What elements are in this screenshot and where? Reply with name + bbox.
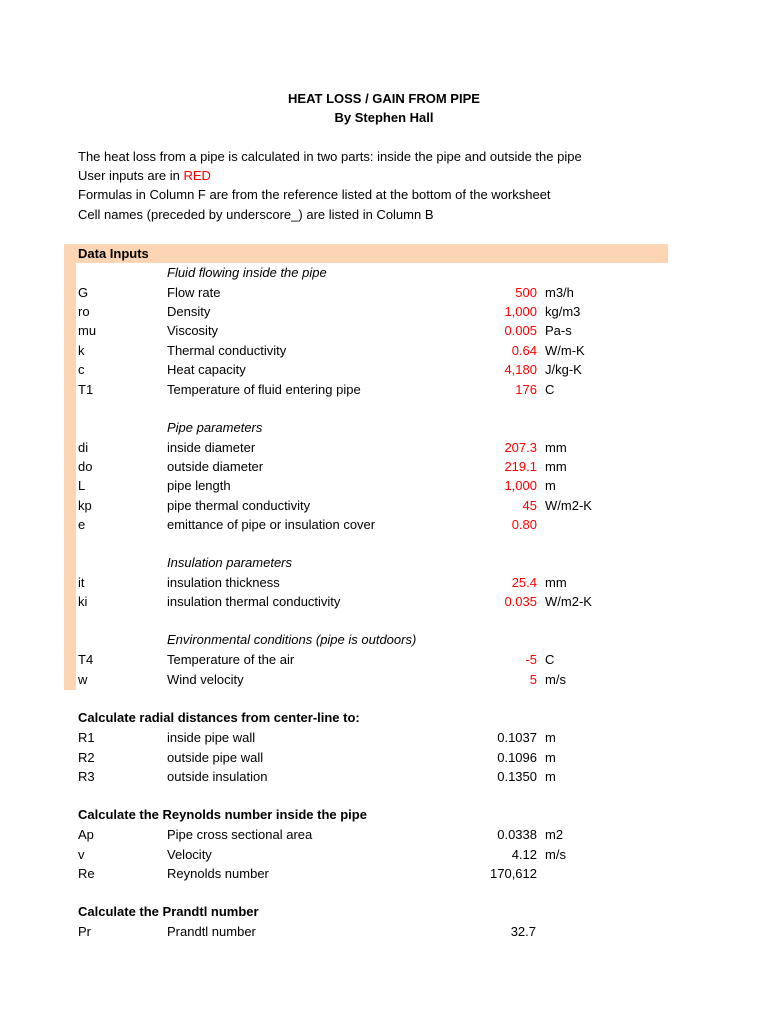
intro-line-2 <box>78 166 211 185</box>
reynolds-v-unit: m/s <box>545 847 566 862</box>
input-t4-name: T4 <box>78 652 94 667</box>
prandtl-pr-value: 32.7 <box>510 924 536 939</box>
reynolds-v-value: 4.12 <box>511 847 537 862</box>
section-environment: Environmental conditions (pipe is outdoors) <box>167 632 417 647</box>
input-l-name: L <box>78 478 86 493</box>
reynolds-re-desc: Reynolds number <box>167 866 269 881</box>
reynolds-re-name: Re <box>78 866 95 881</box>
prandtl-pr-name: Pr <box>78 924 91 939</box>
radial-r3-name: R3 <box>78 769 95 784</box>
radial-r2-desc: outside pipe wall <box>167 750 264 765</box>
input-e-desc: emittance of pipe or insulation cover <box>167 517 376 532</box>
input-g-desc: Flow rate <box>167 285 221 300</box>
reynolds-header: Calculate the Reynolds number inside the pipe <box>78 807 367 822</box>
input-do-unit: mm <box>545 459 567 474</box>
prandtl-pr-desc: Prandtl number <box>167 924 256 939</box>
input-w-value: 5 <box>529 672 537 687</box>
input-w-unit: m/s <box>545 672 566 687</box>
section-fluid: Fluid flowing inside the pipe <box>167 265 327 280</box>
sheet-author: By Stephen Hall <box>334 110 434 125</box>
radial-r1-value: 0.1037 <box>497 730 537 745</box>
input-c-unit: J/kg-K <box>545 362 582 377</box>
input-k-name: k <box>78 343 85 358</box>
input-k-unit: W/m-K <box>545 343 585 358</box>
input-it-value: 25.4 <box>511 575 537 590</box>
reynolds-ap-unit: m2 <box>545 827 564 842</box>
input-e-name: e <box>78 517 86 532</box>
section-pipe: Pipe parameters <box>167 420 263 435</box>
input-c-desc: Heat capacity <box>167 362 246 377</box>
radial-r3-desc: outside insulation <box>167 769 268 784</box>
radial-r3-unit: m <box>545 769 556 784</box>
radial-r1-name: R1 <box>78 730 95 745</box>
input-ro-unit: kg/m3 <box>545 304 581 319</box>
input-g-name: G <box>78 285 89 300</box>
input-it-unit: mm <box>545 575 567 590</box>
radial-r2-unit: m <box>545 750 556 765</box>
input-c-value: 4,180 <box>504 362 537 377</box>
intro-line-2-prefix: User inputs are in <box>78 168 184 183</box>
intro-line-1: The heat loss from a pipe is calculated in two parts: inside the pipe and outside the pipe <box>78 149 582 164</box>
radial-r1-unit: m <box>545 730 556 745</box>
input-di-name: di <box>78 440 89 455</box>
input-t4-value: -5 <box>525 652 537 667</box>
data-inputs-header: Data Inputs <box>78 246 149 261</box>
input-kp-desc: pipe thermal conductivity <box>167 498 311 513</box>
input-mu-desc: Viscosity <box>167 323 219 338</box>
intro-red-word: RED <box>183 168 211 183</box>
input-ki-value: 0.035 <box>504 594 537 609</box>
input-t1-name: T1 <box>78 382 94 397</box>
input-w-desc: Wind velocity <box>167 672 244 687</box>
input-mu-name: mu <box>78 323 97 338</box>
input-kp-value: 45 <box>522 498 537 513</box>
input-k-value: 0.64 <box>511 343 537 358</box>
input-do-value: 219.1 <box>504 459 537 474</box>
input-g-value: 500 <box>515 285 537 300</box>
input-it-name: it <box>78 575 85 590</box>
input-l-desc: pipe length <box>167 478 231 493</box>
reynolds-ap-desc: Pipe cross sectional area <box>167 827 313 842</box>
input-mu-value: 0.005 <box>504 323 537 338</box>
input-e-value: 0.80 <box>511 517 537 532</box>
input-ro-name: ro <box>78 304 90 319</box>
input-t4-unit: C <box>545 652 555 667</box>
input-it-desc: insulation thickness <box>167 575 280 590</box>
input-t4-desc: Temperature of the air <box>167 652 295 667</box>
input-w-name: w <box>78 672 88 687</box>
prandtl-header: Calculate the Prandtl number <box>78 904 259 919</box>
radial-r2-name: R2 <box>78 750 95 765</box>
input-ki-unit: W/m2-K <box>545 594 592 609</box>
input-l-value: 1,000 <box>504 478 537 493</box>
input-g-unit: m3/h <box>545 285 574 300</box>
input-mu-unit: Pa-s <box>545 323 572 338</box>
intro-line-3: Formulas in Column F are from the reference listed at the bottom of the worksheet <box>78 187 551 202</box>
input-di-unit: mm <box>545 440 567 455</box>
data-inputs-side-band <box>64 263 76 690</box>
input-l-unit: m <box>545 478 556 493</box>
input-t1-value: 176 <box>515 382 537 397</box>
input-ro-desc: Density <box>167 304 211 319</box>
input-di-value: 207.3 <box>504 440 537 455</box>
reynolds-v-name: v <box>78 847 85 862</box>
section-insulation: Insulation parameters <box>167 555 293 570</box>
reynolds-v-desc: Velocity <box>167 847 212 862</box>
input-ki-name: ki <box>78 594 88 609</box>
radial-header: Calculate radial distances from center-line to: <box>78 710 360 725</box>
intro-line-4: Cell names (preceded by underscore_) are listed in Column B <box>78 207 434 222</box>
input-t1-unit: C <box>545 382 555 397</box>
radial-r1-desc: inside pipe wall <box>167 730 256 745</box>
input-do-desc: outside diameter <box>167 459 264 474</box>
input-c-name: c <box>78 362 85 377</box>
input-do-name: do <box>78 459 93 474</box>
input-ki-desc: insulation thermal conductivity <box>167 594 341 609</box>
input-kp-unit: W/m2-K <box>545 498 592 513</box>
radial-r2-value: 0.1096 <box>497 750 537 765</box>
input-ro-value: 1,000 <box>504 304 537 319</box>
input-di-desc: inside diameter <box>167 440 256 455</box>
input-t1-desc: Temperature of fluid entering pipe <box>167 382 361 397</box>
input-k-desc: Thermal conductivity <box>167 343 287 358</box>
input-kp-name: kp <box>78 498 92 513</box>
radial-r3-value: 0.1350 <box>497 769 537 784</box>
data-inputs-band <box>64 244 668 263</box>
reynolds-re-value: 170,612 <box>490 866 537 881</box>
reynolds-ap-name: Ap <box>78 827 94 842</box>
sheet-title: HEAT LOSS / GAIN FROM PIPE <box>288 91 480 106</box>
reynolds-ap-value: 0.0338 <box>497 827 537 842</box>
